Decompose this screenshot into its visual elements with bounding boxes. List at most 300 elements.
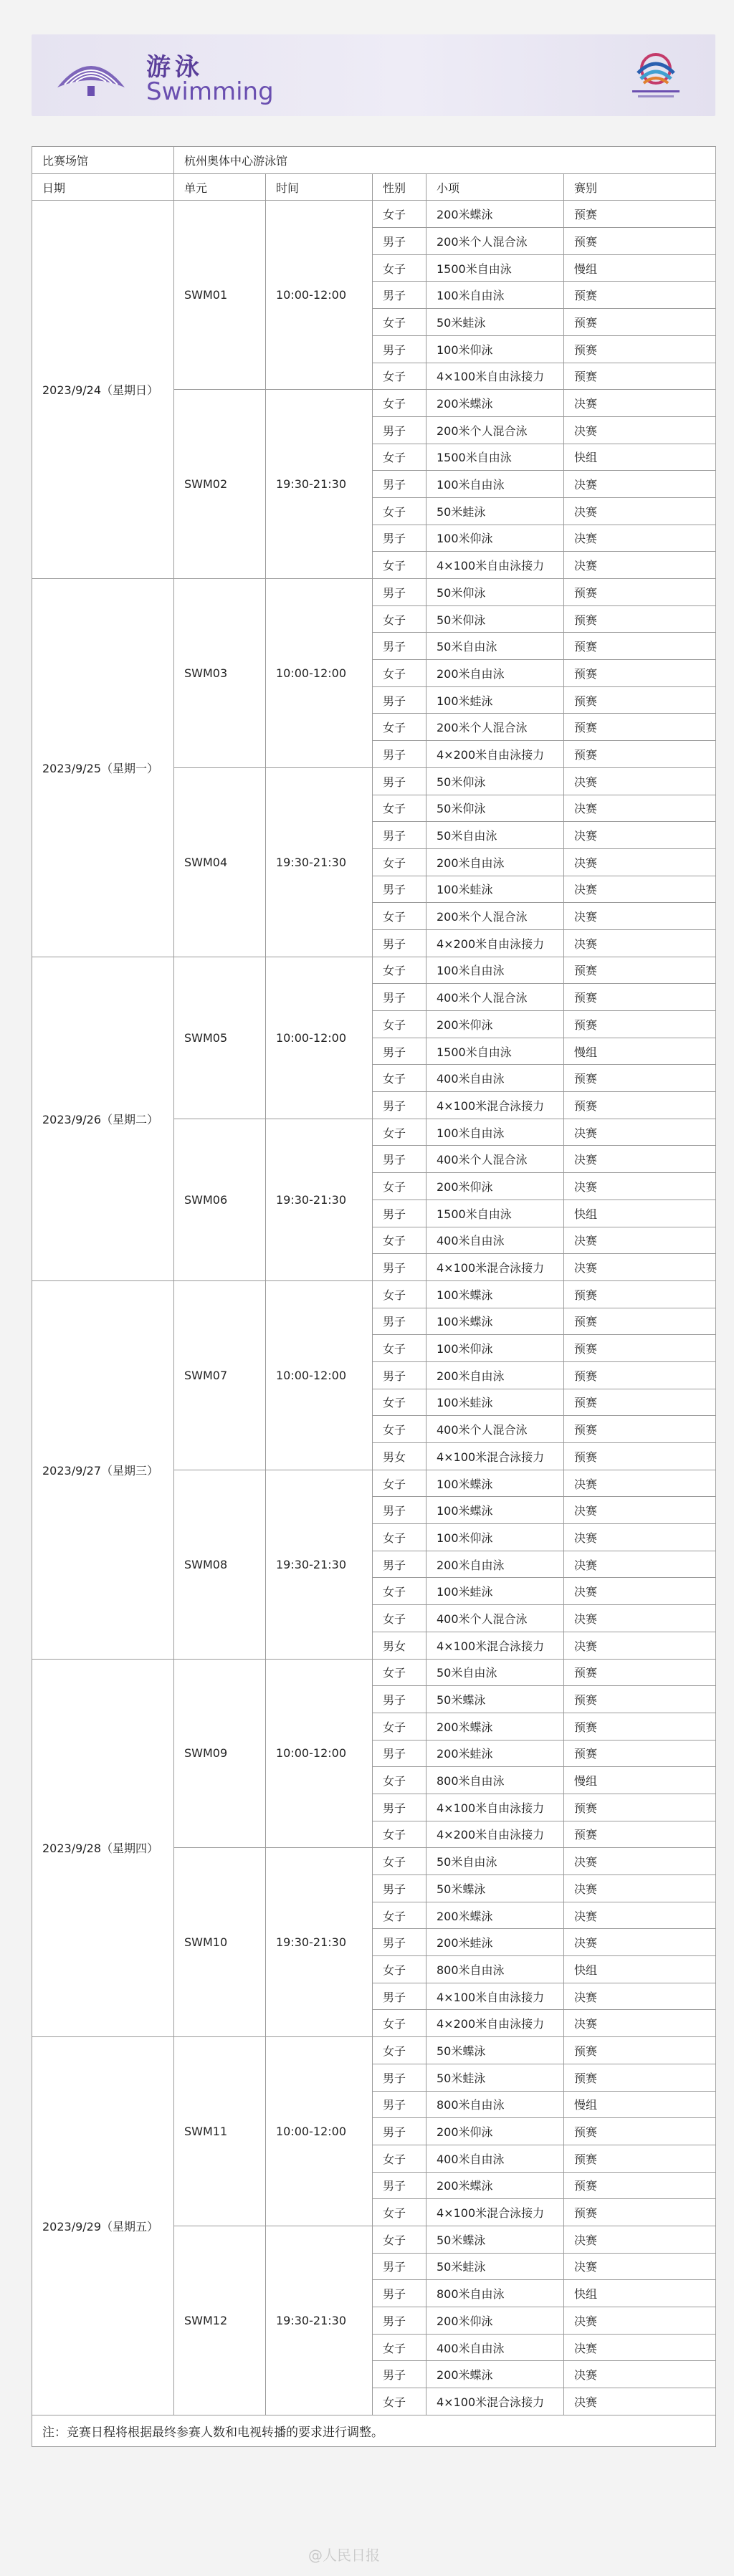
gender-cell: 女子 [373,2010,426,2037]
time-cell: 10:00-12:00 [266,1659,373,1848]
event-cell: 400米自由泳 [426,1065,564,1092]
unit-cell: SWM02 [174,390,266,579]
gender-cell: 男子 [373,579,426,606]
gender-cell: 女子 [373,1470,426,1497]
event-cell: 50米仰泳 [426,795,564,822]
gender-cell: 女子 [373,1227,426,1254]
event-cell: 100米自由泳 [426,471,564,498]
gender-cell: 女子 [373,1119,426,1146]
round-cell: 决赛 [564,1875,716,1902]
time-cell: 10:00-12:00 [266,201,373,390]
round-cell: 预赛 [564,1443,716,1470]
event-cell: 200米自由泳 [426,848,564,876]
event-cell: 400米个人混合泳 [426,984,564,1011]
event-cell: 50米蝶泳 [426,2226,564,2253]
round-cell: 预赛 [564,741,716,768]
event-cell: 1500米自由泳 [426,444,564,471]
asian-games-emblem-icon [616,47,695,105]
event-cell: 50米蝶泳 [426,2037,564,2064]
gender-cell: 女子 [373,1173,426,1200]
event-cell: 100米蝶泳 [426,1497,564,1524]
round-cell: 决赛 [564,1227,716,1254]
round-cell: 慢组 [564,2091,716,2118]
event-cell: 800米自由泳 [426,1767,564,1794]
unit-cell: SWM03 [174,579,266,768]
gender-cell: 女子 [373,848,426,876]
event-cell: 800米自由泳 [426,2091,564,2118]
round-cell: 决赛 [564,1119,716,1146]
date-cell: 2023/9/27（星期三） [32,1280,174,1659]
event-cell: 200米个人混合泳 [426,228,564,255]
event-cell: 400米自由泳 [426,2145,564,2172]
round-cell: 预赛 [564,2118,716,2145]
event-cell: 4×200米自由泳接力 [426,929,564,957]
round-cell: 预赛 [564,1361,716,1389]
gender-cell: 男子 [373,1092,426,1119]
gender-cell: 男子 [373,929,426,957]
schedule-table-wrap [32,146,715,2447]
round-cell: 预赛 [564,1065,716,1092]
unit-cell: SWM11 [174,2037,266,2226]
event-cell: 100米蛙泳 [426,876,564,903]
round-cell: 决赛 [564,2307,716,2335]
column-header: 赛别 [564,173,716,201]
round-cell: 预赛 [564,335,716,363]
event-cell: 100米蛙泳 [426,1389,564,1416]
gender-cell: 女子 [373,1280,426,1308]
gender-cell: 女子 [373,1011,426,1038]
gender-cell: 女子 [373,605,426,633]
event-cell: 800米自由泳 [426,1956,564,1983]
gender-cell: 女子 [373,444,426,471]
date-cell: 2023/9/28（星期四） [32,1659,174,2037]
unit-cell: SWM10 [174,1848,266,2037]
round-cell: 预赛 [564,2145,716,2172]
gender-cell: 男子 [373,1200,426,1227]
gender-cell: 女子 [373,201,426,228]
round-cell: 预赛 [564,282,716,309]
event-cell: 800米自由泳 [426,2280,564,2307]
round-cell: 决赛 [564,903,716,930]
round-cell: 预赛 [564,363,716,390]
round-cell: 预赛 [564,686,716,714]
time-cell: 19:30-21:30 [266,2226,373,2415]
gender-cell: 女子 [373,390,426,417]
round-cell: 决赛 [564,1146,716,1173]
round-cell: 决赛 [564,1578,716,1605]
event-cell: 200米蛙泳 [426,1929,564,1956]
event-cell: 50米自由泳 [426,822,564,849]
round-cell: 预赛 [564,1686,716,1713]
event-cell: 4×200米自由泳接力 [426,741,564,768]
round-cell: 预赛 [564,1659,716,1686]
gender-cell: 男女 [373,1632,426,1659]
event-cell: 4×100米混合泳接力 [426,1254,564,1281]
round-cell: 预赛 [564,201,716,228]
event-cell: 200米蝶泳 [426,2361,564,2388]
round-cell: 决赛 [564,1848,716,1875]
date-cell: 2023/9/26（星期二） [32,957,174,1280]
header-row [32,173,716,201]
event-cell: 100米自由泳 [426,957,564,984]
event-cell: 50米仰泳 [426,579,564,606]
event-cell: 4×100米自由泳接力 [426,1794,564,1821]
gender-cell: 女子 [373,903,426,930]
round-cell: 决赛 [564,2334,716,2361]
event-cell: 4×100米自由泳接力 [426,1983,564,2010]
event-cell: 200米蝶泳 [426,2172,564,2199]
table-row [32,579,716,606]
gender-cell: 男子 [373,1361,426,1389]
time-cell: 10:00-12:00 [266,1280,373,1470]
round-cell: 决赛 [564,1497,716,1524]
gender-cell: 男子 [373,2253,426,2280]
event-cell: 100米自由泳 [426,282,564,309]
event-cell: 1500米自由泳 [426,254,564,282]
round-cell: 决赛 [564,1605,716,1632]
event-cell: 100米蝶泳 [426,1470,564,1497]
table-row [32,1659,716,1686]
round-cell: 慢组 [564,254,716,282]
gender-cell: 女子 [373,1065,426,1092]
round-cell: 决赛 [564,1632,716,1659]
event-cell: 400米个人混合泳 [426,1605,564,1632]
round-cell: 决赛 [564,848,716,876]
time-cell: 19:30-21:30 [266,1470,373,1659]
round-cell: 慢组 [564,1038,716,1065]
round-cell: 决赛 [564,416,716,444]
time-cell: 19:30-21:30 [266,390,373,579]
round-cell: 预赛 [564,2199,716,2226]
unit-cell: SWM07 [174,1280,266,1470]
gender-cell: 女子 [373,254,426,282]
gender-cell: 男子 [373,416,426,444]
event-cell: 100米自由泳 [426,1119,564,1146]
round-cell: 决赛 [564,876,716,903]
gender-cell: 女子 [373,1578,426,1605]
gender-cell: 女子 [373,497,426,525]
table-row [32,957,716,984]
gender-cell: 男子 [373,228,426,255]
event-cell: 200米自由泳 [426,1551,564,1578]
gender-cell: 女子 [373,363,426,390]
round-cell: 决赛 [564,525,716,552]
round-cell: 预赛 [564,1416,716,1443]
page-title-en: Swimming [146,77,274,106]
round-cell: 预赛 [564,2064,716,2091]
gender-cell: 男子 [373,1038,426,1065]
unit-cell: SWM12 [174,2226,266,2415]
column-header: 小项 [426,173,564,201]
round-cell: 决赛 [564,1929,716,1956]
event-cell: 4×100米混合泳接力 [426,2199,564,2226]
schedule-table [32,146,716,2447]
event-cell: 200米仰泳 [426,1173,564,1200]
event-cell: 1500米自由泳 [426,1038,564,1065]
round-cell: 决赛 [564,767,716,795]
event-cell: 200米蛙泳 [426,1740,564,1767]
gender-cell: 女子 [373,1956,426,1983]
gender-cell: 女子 [373,2037,426,2064]
table-row [32,201,716,228]
event-cell: 200米蝶泳 [426,1902,564,1929]
event-cell: 1500米自由泳 [426,1200,564,1227]
round-cell: 决赛 [564,390,716,417]
gender-cell: 女子 [373,2388,426,2415]
column-header: 单元 [174,173,266,201]
gender-cell: 女子 [373,309,426,336]
gender-cell: 女子 [373,2334,426,2361]
round-cell: 慢组 [564,1767,716,1794]
round-cell: 预赛 [564,957,716,984]
event-cell: 100米蛙泳 [426,686,564,714]
unit-cell: SWM05 [174,957,266,1119]
time-cell: 19:30-21:30 [266,1119,373,1280]
round-cell: 预赛 [564,1092,716,1119]
round-cell: 预赛 [564,1280,716,1308]
gender-cell: 女子 [373,1524,426,1551]
gender-cell: 男子 [373,1146,426,1173]
round-cell: 预赛 [564,1389,716,1416]
event-cell: 4×100米混合泳接力 [426,1632,564,1659]
round-cell: 快组 [564,1956,716,1983]
round-cell: 决赛 [564,1902,716,1929]
unit-cell: SWM08 [174,1470,266,1659]
round-cell: 预赛 [564,228,716,255]
round-cell: 预赛 [564,1308,716,1335]
event-cell: 4×100米自由泳接力 [426,363,564,390]
event-cell: 100米仰泳 [426,525,564,552]
round-cell: 决赛 [564,1983,716,2010]
event-cell: 200米仰泳 [426,1011,564,1038]
gender-cell: 男子 [373,686,426,714]
gender-cell: 女子 [373,1767,426,1794]
event-cell: 200米个人混合泳 [426,416,564,444]
round-cell: 预赛 [564,633,716,660]
time-cell: 19:30-21:30 [266,767,373,957]
round-cell: 快组 [564,2280,716,2307]
round-cell: 决赛 [564,497,716,525]
unit-cell: SWM09 [174,1659,266,1848]
column-header: 日期 [32,173,174,201]
date-cell: 2023/9/25（星期一） [32,579,174,957]
round-cell: 决赛 [564,552,716,579]
gender-cell: 男子 [373,1308,426,1335]
round-cell: 预赛 [564,1011,716,1038]
round-cell: 决赛 [564,2010,716,2037]
event-cell: 50米蝶泳 [426,1875,564,1902]
gender-cell: 女子 [373,1416,426,1443]
gender-cell: 男子 [373,2172,426,2199]
round-cell: 决赛 [564,1524,716,1551]
time-cell: 10:00-12:00 [266,579,373,768]
venue-row [32,147,716,174]
round-cell: 预赛 [564,660,716,687]
round-cell: 决赛 [564,2226,716,2253]
round-cell: 决赛 [564,2361,716,2388]
event-cell: 50米蝶泳 [426,1686,564,1713]
date-cell: 2023/9/24（星期日） [32,201,174,579]
time-cell: 10:00-12:00 [266,957,373,1119]
event-cell: 400米自由泳 [426,2334,564,2361]
event-cell: 400米自由泳 [426,1227,564,1254]
event-cell: 4×100米自由泳接力 [426,552,564,579]
event-cell: 50米蛙泳 [426,497,564,525]
event-cell: 50米蛙泳 [426,2064,564,2091]
gender-cell: 男子 [373,1794,426,1821]
event-cell: 200米蝶泳 [426,390,564,417]
gender-cell: 女子 [373,1335,426,1362]
unit-cell: SWM01 [174,201,266,390]
column-header: 时间 [266,173,373,201]
event-cell: 200米仰泳 [426,2307,564,2335]
event-cell: 400米个人混合泳 [426,1146,564,1173]
gender-cell: 男子 [373,1875,426,1902]
gender-cell: 男子 [373,2118,426,2145]
gender-cell: 男子 [373,822,426,849]
gender-cell: 男子 [373,767,426,795]
schedule-body [32,147,716,2447]
page-title-cn: 游泳 [146,53,204,82]
gender-cell: 男子 [373,741,426,768]
gender-cell: 女子 [373,1659,426,1686]
gender-cell: 男子 [373,2307,426,2335]
round-cell: 决赛 [564,822,716,849]
note-row [32,2415,716,2446]
gender-cell: 女子 [373,552,426,579]
event-cell: 50米自由泳 [426,1848,564,1875]
gender-cell: 女子 [373,1389,426,1416]
gender-cell: 女子 [373,714,426,741]
unit-cell: SWM04 [174,767,266,957]
round-cell: 预赛 [564,605,716,633]
gender-cell: 男子 [373,1497,426,1524]
round-cell: 决赛 [564,795,716,822]
event-cell: 200米自由泳 [426,1361,564,1389]
event-cell: 100米蝶泳 [426,1280,564,1308]
round-cell: 预赛 [564,1335,716,1362]
gender-cell: 男子 [373,876,426,903]
gender-cell: 女子 [373,660,426,687]
round-cell: 决赛 [564,1173,716,1200]
gender-cell: 男子 [373,633,426,660]
gender-cell: 女子 [373,1902,426,1929]
gender-cell: 男子 [373,1740,426,1767]
gender-cell: 女子 [373,1605,426,1632]
venue-value: 杭州奥体中心游泳馆 [174,147,716,174]
gender-cell: 女子 [373,1848,426,1875]
event-cell: 100米仰泳 [426,335,564,363]
unit-cell: SWM06 [174,1119,266,1280]
round-cell: 快组 [564,1200,716,1227]
event-cell: 4×100米混合泳接力 [426,2388,564,2415]
event-cell: 200米个人混合泳 [426,903,564,930]
footnote: 注：竞赛日程将根据最终参赛人数和电视转播的要求进行调整。 [32,2415,716,2446]
round-cell: 预赛 [564,579,716,606]
gender-cell: 女子 [373,1713,426,1740]
round-cell: 预赛 [564,1821,716,1848]
event-cell: 50米仰泳 [426,605,564,633]
event-cell: 4×200米自由泳接力 [426,2010,564,2037]
event-cell: 4×200米自由泳接力 [426,1821,564,1848]
event-cell: 200米自由泳 [426,660,564,687]
round-cell: 决赛 [564,1551,716,1578]
gender-cell: 男子 [373,1929,426,1956]
header-banner [32,34,715,116]
gender-cell: 男子 [373,984,426,1011]
gender-cell: 男子 [373,335,426,363]
event-cell: 200米蝶泳 [426,201,564,228]
event-cell: 200米蝶泳 [426,1713,564,1740]
venue-label: 比赛场馆 [32,147,174,174]
gender-cell: 女子 [373,2226,426,2253]
round-cell: 决赛 [564,1470,716,1497]
round-cell: 快组 [564,444,716,471]
event-cell: 50米仰泳 [426,767,564,795]
gender-cell: 男子 [373,2361,426,2388]
round-cell: 预赛 [564,714,716,741]
round-cell: 决赛 [564,2253,716,2280]
gender-cell: 女子 [373,2199,426,2226]
date-cell: 2023/9/29（星期五） [32,2037,174,2415]
round-cell: 预赛 [564,2172,716,2199]
round-cell: 预赛 [564,984,716,1011]
event-cell: 200米个人混合泳 [426,714,564,741]
round-cell: 预赛 [564,1713,716,1740]
table-row [32,2037,716,2064]
gender-cell: 男女 [373,1443,426,1470]
table-row [32,1280,716,1308]
round-cell: 预赛 [564,2037,716,2064]
event-cell: 50米蛙泳 [426,309,564,336]
gender-cell: 男子 [373,1686,426,1713]
gender-cell: 男子 [373,2280,426,2307]
event-cell: 50米蛙泳 [426,2253,564,2280]
gender-cell: 女子 [373,957,426,984]
gender-cell: 男子 [373,471,426,498]
event-cell: 100米仰泳 [426,1335,564,1362]
event-cell: 4×100米混合泳接力 [426,1092,564,1119]
round-cell: 预赛 [564,309,716,336]
time-cell: 10:00-12:00 [266,2037,373,2226]
gender-cell: 男子 [373,1254,426,1281]
round-cell: 预赛 [564,1794,716,1821]
round-cell: 决赛 [564,471,716,498]
round-cell: 决赛 [564,1254,716,1281]
gender-cell: 男子 [373,525,426,552]
event-cell: 100米蛙泳 [426,1578,564,1605]
event-cell: 400米个人混合泳 [426,1416,564,1443]
gender-cell: 女子 [373,795,426,822]
event-cell: 4×100米混合泳接力 [426,1443,564,1470]
gender-cell: 男子 [373,1551,426,1578]
round-cell: 决赛 [564,2388,716,2415]
fan-logo-icon [52,50,130,100]
event-cell: 50米自由泳 [426,633,564,660]
event-cell: 100米蝶泳 [426,1308,564,1335]
gender-cell: 女子 [373,2145,426,2172]
round-cell: 决赛 [564,929,716,957]
gender-cell: 男子 [373,2091,426,2118]
time-cell: 19:30-21:30 [266,1848,373,2037]
event-cell: 50米自由泳 [426,1659,564,1686]
watermark: @人民日报 [308,2547,380,2564]
column-header: 性别 [373,173,426,201]
event-cell: 200米仰泳 [426,2118,564,2145]
gender-cell: 女子 [373,1821,426,1848]
gender-cell: 男子 [373,1983,426,2010]
gender-cell: 男子 [373,282,426,309]
